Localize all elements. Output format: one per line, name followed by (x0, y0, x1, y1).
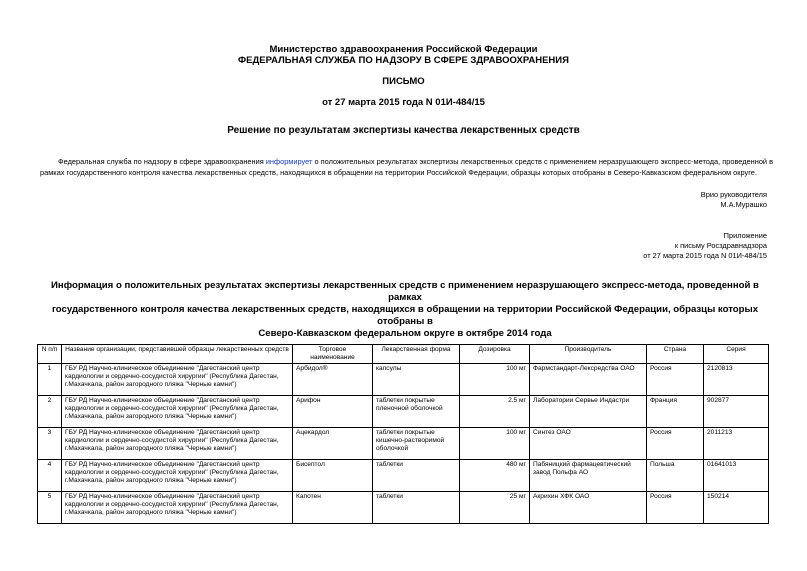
cell-manufacturer: Синтез ОАО (530, 428, 647, 460)
table-header-row (38, 345, 769, 364)
cell-form: таблетки (373, 460, 460, 492)
cell-number: 1 (38, 364, 62, 396)
body-text-part1: Федеральная служба по надзору в сфере здравоохранения (58, 157, 264, 166)
cell-dosage: 100 мг (460, 364, 530, 396)
document-date-number: от 27 марта 2015 года N 01И-484/15 (322, 97, 485, 108)
cell-organization: ГБУ РД Научно-клиническое объединение "Дагестанский центр кардиологии и сердечно-сосудистой хирургии" (Республика Дагестан, г.Махачкала, район загородного пляжа "Черные камни") (62, 364, 293, 396)
cell-manufacturer: Акрихин ХФК ОАО (530, 492, 647, 524)
cell-country: Польша (647, 460, 704, 492)
table-row (38, 492, 769, 524)
appendix-line2: к письму Росздравнадзора (674, 241, 767, 250)
cell-form: капсулы (373, 364, 460, 396)
cell-organization: ГБУ РД Научно-клиническое объединение "Дагестанский центр кардиологии и сердечно-сосудистой хирургии" (Республика Дагестан, г.Махачкала, район загородного пляжа "Черные камни") (62, 396, 293, 428)
document-type: ПИСЬМО (382, 76, 425, 87)
cell-organization: ГБУ РД Научно-клиническое объединение "Дагестанский центр кардиологии и сердечно-сосудистой хирургии" (Республика Дагестан, г.Махачкала, район загородного пляжа "Черные камни") (62, 460, 293, 492)
table-row (38, 396, 769, 428)
info-title-line1: Информация о положительных результатах экспертизы лекарственных средств с применением неразрушающего экспресс-метода, проведенной в рамках (51, 280, 759, 303)
cell-country: Россия (647, 364, 704, 396)
cell-series: 150214 (704, 492, 769, 524)
cell-organization: ГБУ РД Научно-клиническое объединение "Дагестанский центр кардиологии и сердечно-сосудистой хирургии" (Республика Дагестан, г.Махачкала, район загородного пляжа "Черные камни") (62, 492, 293, 524)
col-header-series: Серия (704, 345, 769, 364)
cell-country: Россия (647, 492, 704, 524)
col-header-manufacturer: Производитель (530, 345, 647, 364)
results-table (37, 344, 769, 524)
cell-manufacturer: Фармстандарт-Лексредства ОАО (530, 364, 647, 396)
ministry-name: Министерство здравоохранения Российской Федерации (269, 44, 538, 55)
cell-series: 902877 (704, 396, 769, 428)
table-row (38, 364, 769, 396)
appendix-line1: Приложение (723, 231, 767, 240)
info-title-line3: Северо-Кавказском федеральном округе в октябре 2014 года (258, 328, 552, 339)
signature-block (701, 190, 767, 210)
col-header-trade-name: Торговое наименование (293, 345, 373, 364)
cell-dosage: 480 мг (460, 460, 530, 492)
cell-manufacturer: Лаборатории Сервье Индастри (530, 396, 647, 428)
signature-name: М.А.Мурашко (720, 200, 767, 209)
cell-number: 5 (38, 492, 62, 524)
col-header-organization: Название организации, представившей образцы лекарственных средств (62, 345, 293, 364)
cell-form: таблетки покрытые кишечно-растворимой оболочкой (373, 428, 460, 460)
cell-form: таблетки (373, 492, 460, 524)
cell-country: Россия (647, 428, 704, 460)
body-text-part2: о положительных результатах экспертизы лекарственных средств с применением неразрушающего экспресс-метода, проведенной в (314, 157, 774, 166)
cell-trade-name: Арбидол® (293, 364, 373, 396)
cell-dosage: 100 мг (460, 428, 530, 460)
cell-dosage: 2.5 мг (460, 396, 530, 428)
col-header-number: N п/п (38, 345, 62, 364)
document-subject: Решение по результатам экспертизы качества лекарственных средств (227, 125, 580, 136)
cell-trade-name: Арифон (293, 396, 373, 428)
cell-trade-name: Капотен (293, 492, 373, 524)
col-header-country: Страна (647, 345, 704, 364)
table-row (38, 428, 769, 460)
appendix-block (643, 231, 767, 261)
cell-form: таблетки покрытые пленочной оболочкой (373, 396, 460, 428)
cell-trade-name: Ацекардол (293, 428, 373, 460)
col-header-dosage: Дозировка (460, 345, 530, 364)
cell-number: 3 (38, 428, 62, 460)
letter-body-line1 (40, 156, 780, 167)
appendix-line3: от 27 марта 2015 года N 01И-484/15 (643, 251, 767, 260)
col-header-form: Лекарственная форма (373, 345, 460, 364)
table-row (38, 460, 769, 492)
info-title-line2: государственного контроля качества лекарственных средств, находящихся в обращении на территории Российской Федерации, образцы которых отобраны в (51, 304, 759, 327)
cell-dosage: 25 мг (460, 492, 530, 524)
cell-country: Франция (647, 396, 704, 428)
letter-body-line2: рамках государственного контроля качества лекарственных средств, находящихся в обращении на территории Российской Федерации, образцы которых отобраны в Северо-Кавказском федеральном округе. (40, 168, 757, 177)
informs-link[interactable]: информирует (265, 157, 313, 166)
cell-number: 2 (38, 396, 62, 428)
cell-manufacturer: Пабяницкий фармацевтический завод Польфа АО (530, 460, 647, 492)
cell-trade-name: Бисептол (293, 460, 373, 492)
service-name: ФЕДЕРАЛЬНАЯ СЛУЖБА ПО НАДЗОРУ В СФЕРЕ ЗДРАВООХРАНЕНИЯ (238, 55, 569, 66)
signature-position: Врио руководителя (700, 190, 767, 199)
cell-series: 2011213 (704, 428, 769, 460)
cell-series: 01641013 (704, 460, 769, 492)
letter-body (40, 156, 780, 178)
cell-number: 4 (38, 460, 62, 492)
cell-organization: ГБУ РД Научно-клиническое объединение "Дагестанский центр кардиологии и сердечно-сосудистой хирургии" (Республика Дагестан, г.Махачкала, район загородного пляжа "Черные камни") (62, 428, 293, 460)
info-title (50, 280, 760, 340)
cell-series: 2120813 (704, 364, 769, 396)
